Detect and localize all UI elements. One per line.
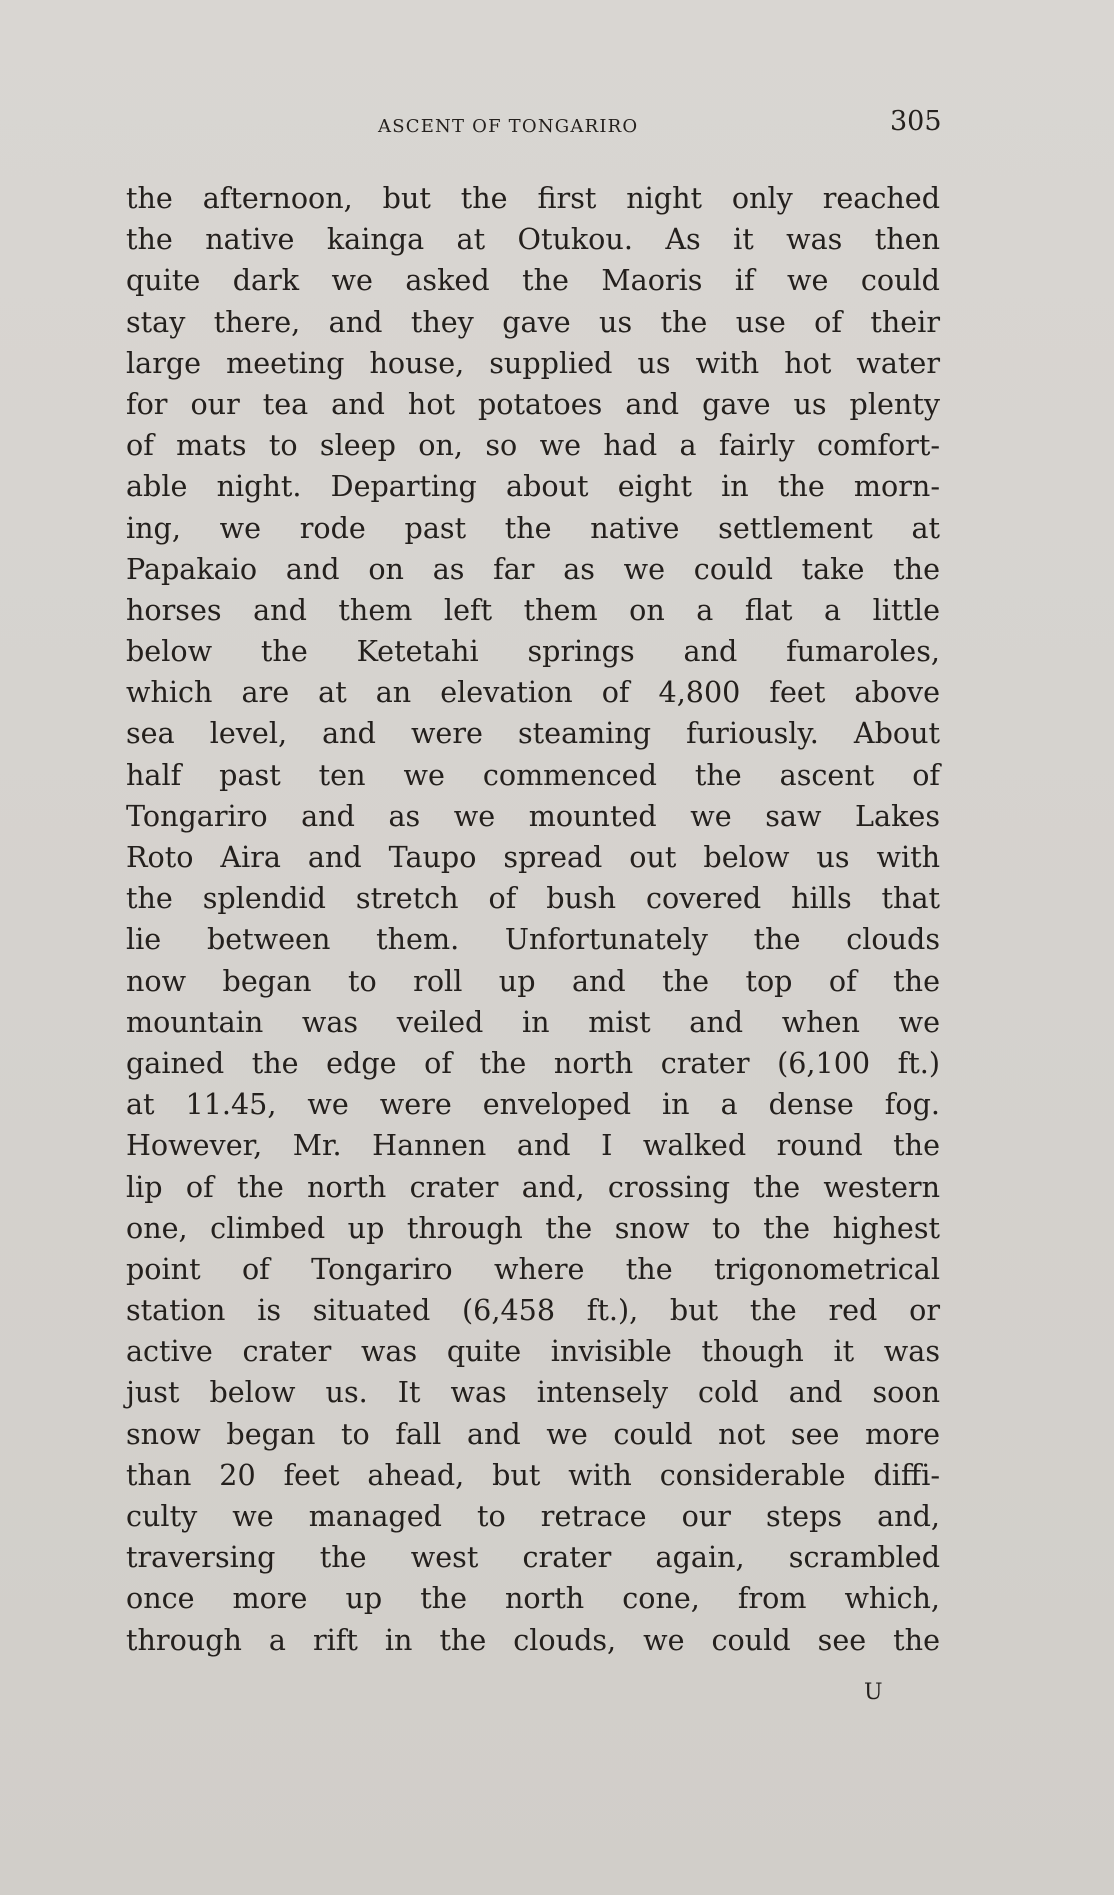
text-line: for our tea and hot potatoes and gave us plenty	[126, 386, 940, 421]
text-line: Roto Aira and Taupo spread out below us with	[126, 840, 940, 874]
text-line: ing, we rode past the native settlement at	[126, 510, 940, 545]
text-line: than 20 feet ahead, but with considerable diffi-	[126, 1457, 940, 1492]
text-line: half past ten we commenced the ascent of	[126, 757, 940, 792]
page-number: 305	[890, 106, 942, 137]
text-line: snow began to fall and we could not see more	[126, 1416, 940, 1451]
text-line: Tongariro and as we mounted we saw Lakes	[126, 798, 940, 833]
text-line: of mats to sleep on, so we had a fairly comfort-	[126, 428, 940, 463]
running-title: ASCENT OF TONGARIRO	[378, 116, 639, 137]
text-line: at 11.45, we were enveloped in a dense fog.	[126, 1087, 940, 1122]
text-line: the native kainga at Otukou. As it was then	[126, 222, 940, 257]
running-header	[0, 106, 1114, 146]
text-line: quite dark we asked the Maoris if we could	[126, 263, 940, 298]
text-line: gained the edge of the north crater (6,100 ft.)	[126, 1045, 940, 1080]
text-line: However, Mr. Hannen and I walked round the	[126, 1128, 940, 1163]
text-line: now began to roll up and the top of the	[126, 963, 940, 998]
text-line: large meeting house, supplied us with hot water	[126, 345, 940, 380]
body-text	[126, 178, 940, 1661]
text-line: through a rift in the clouds, we could see the	[126, 1622, 940, 1657]
text-line: one, climbed up through the snow to the highest	[126, 1210, 940, 1245]
text-line: sea level, and were steaming furiously. About	[126, 716, 940, 751]
text-line: lie between them. Unfortunately the clouds	[126, 922, 940, 957]
text-line: once more up the north cone, from which,	[126, 1581, 940, 1616]
text-line: culty we managed to retrace our steps and,	[126, 1499, 940, 1533]
signature-mark: U	[864, 1680, 883, 1705]
text-line: traversing the west crater again, scrambled	[126, 1540, 940, 1575]
text-line: the splendid stretch of bush covered hills that	[126, 881, 940, 916]
text-line: which are at an elevation of 4,800 feet above	[126, 675, 940, 710]
text-line: just below us. It was intensely cold and soon	[126, 1375, 940, 1410]
text-line: station is situated (6,458 ft.), but the red or	[126, 1293, 940, 1328]
text-line: active crater was quite invisible though it was	[126, 1334, 940, 1369]
text-line: mountain was veiled in mist and when we	[126, 1004, 940, 1039]
text-line: stay there, and they gave us the use of their	[126, 304, 940, 339]
text-line: point of Tongariro where the trigonometrical	[126, 1251, 940, 1286]
text-line: able night. Departing about eight in the morn-	[126, 469, 940, 504]
text-line: Papakaio and on as far as we could take the	[126, 551, 940, 586]
text-line: the afternoon, but the first night only reached	[126, 181, 940, 215]
text-line: below the Ketetahi springs and fumaroles,	[126, 634, 940, 669]
text-line: horses and them left them on a flat a little	[126, 592, 940, 627]
text-line: lip of the north crater and, crossing the western	[126, 1169, 940, 1204]
